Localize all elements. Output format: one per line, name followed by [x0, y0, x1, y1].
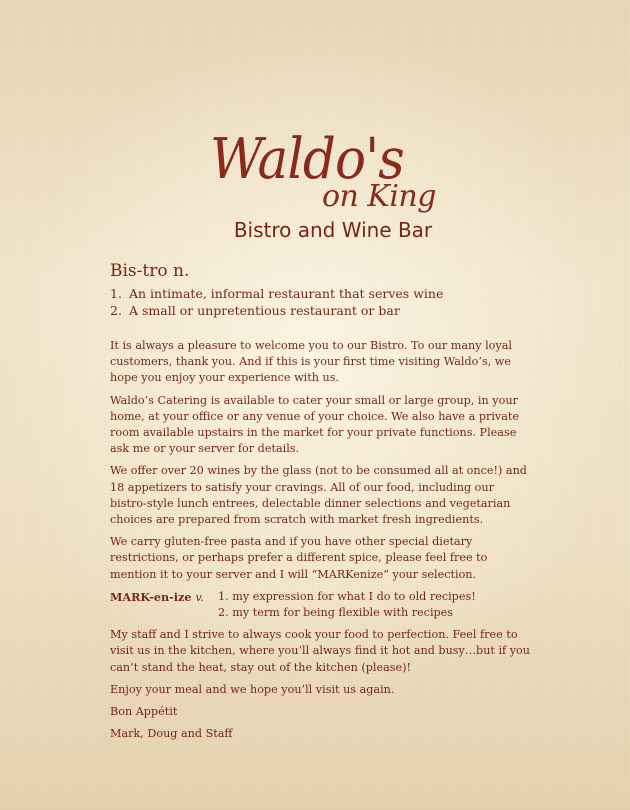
paragraph-catering: Waldo’s Catering is available to cater your small or large group, in your home, at your office or any venue of your choice. We also have a private room available upstairs in the market for your private functions. Please ask me or your server for details.	[110, 393, 520, 456]
paragraph-wines: We offer over 20 wines by the glass (not to be consumed all at once!) and 18 appetizers to satisfy your cravings. All of our food, including our bistro-style lunch entrees, delectable dinner selections and vegetarian choices are prepared from scratch with market fresh ingredients.	[110, 464, 527, 527]
definition-list	[110, 285, 530, 319]
definition-item	[110, 285, 530, 302]
markenize-definition	[110, 589, 530, 621]
definition-number: 2.	[110, 303, 122, 318]
welcome-letter	[110, 338, 530, 748]
bistro-definition	[110, 260, 530, 319]
logo-sub: on King	[322, 179, 436, 214]
definition-text: A small or unpretentious restaurant or bar	[129, 303, 400, 318]
logo-tagline: Bistro and Wine Bar	[233, 218, 433, 242]
paragraph-gluten: We carry gluten-free pasta and if you have other special dietary restrictions, or perhaps prefer a different spice, please feel free to mention it to your server and I will “MARKenize” your selection.	[110, 535, 488, 581]
definition-term: Bis-tro n.	[110, 261, 190, 281]
markenize-word: MARK-en-ize	[110, 589, 192, 604]
signature: Mark, Doug and Staff	[110, 727, 233, 741]
markenize-def-2: 2. my term for being flexible with recipes	[218, 606, 454, 620]
definition-number: 1.	[110, 286, 122, 301]
paragraph-staff: My staff and I strive to always cook your food to perfection. Feel free to visit us in the kitchen, where you’ll always find it hot and busy…but if you can’t stand the heat, stay out of the kitchen (please)!	[110, 628, 530, 674]
definition-text: An intimate, informal restaurant that serves wine	[129, 286, 444, 301]
logo-name: Waldo's	[210, 127, 404, 192]
paragraph-enjoy: Enjoy your meal and we hope you’ll visit us again.	[110, 682, 395, 696]
markenize-defs	[218, 589, 476, 621]
markenize-def-1: 1. my expression for what I do to old recipes!	[218, 589, 476, 603]
markenize-word-block	[110, 589, 218, 621]
definition-item	[110, 302, 530, 319]
markenize-pos: v.	[195, 590, 205, 604]
paragraph-welcome: It is always a pleasure to welcome you to our Bistro. To our many loyal customers, thank you. And if this is your first time visiting Waldo’s, we hope you enjoy your experience with us.	[110, 339, 512, 385]
restaurant-logo	[0, 128, 630, 248]
paragraph-bon-appetit: Bon Appétit	[110, 705, 178, 719]
